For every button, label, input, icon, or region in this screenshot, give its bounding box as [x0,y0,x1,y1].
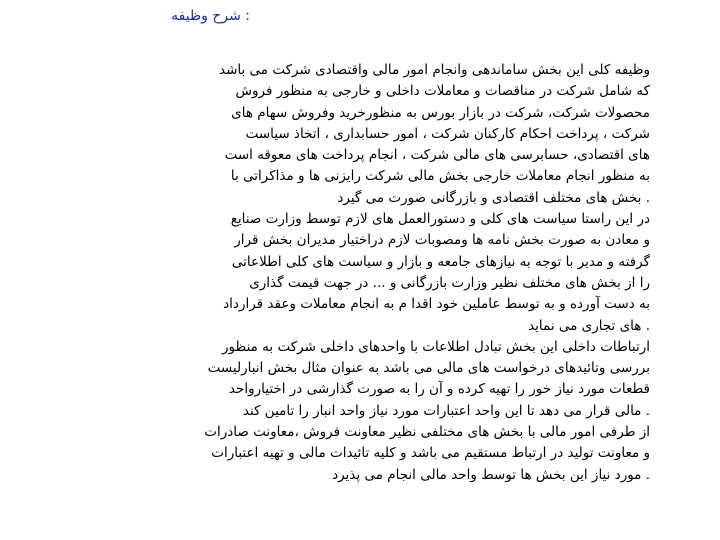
text-line: به منظور انجام معاملات خارجی بخش مالی شرکت رایزنی ها و مذاکراتی با [230,168,650,185]
text-line: در این راستا سیاست های کلی و دستورالعمل های لازم توسط وزارت صنایع [230,211,650,228]
text-line: . مورد نیاز این بخش ها توسط واحد مالی انجام می پذیرد [332,466,650,483]
text-line: را از بخش های مختلف نظیر وزارت بازرگانی و ... در جهت قیمت گذاری [249,274,650,291]
text-line: که شامل شرکت در مناقصات و معاملات داخلی و خارجی به منظور فروش [235,83,650,100]
text-line: به دست آورده و به توسط عاملین خود اقدا م به انجام معاملات وعقد قرارداد [223,296,650,313]
text-line: . مالی قرار می دهد تا این واحد اعتبارات مورد نیاز واحد انبار را تامین کند [242,402,650,419]
text-line: گرفته و مدیر با توجه به نیازهای جامعه و بازار و سیاست های کلی اطلاعاتی [231,253,650,270]
text-line: . بخش های مختلف اقتصادی و بازرگانی صورت می گیرد [337,189,650,206]
document-body [90,60,650,486]
text-line: و معاونت تولید در ارتباط مستقیم می باشد و کلیه تائیدات مالی و تهیه اعتبارات [211,445,650,462]
page-title: : شرح وظیفه [171,8,250,24]
text-line: محصولات شرکت، شرکت در بازار بورس به منظورخرید وفروش سهام های [231,104,650,121]
text-line: های اقتصادی، حسابرسی های مالی شرکت ، انجام پرداخت های معوقه است [224,147,650,164]
text-line: از طرفی امور مالی با بخش های مختلفی نظیر معاونت فروش ،معاونت صادرات [204,424,650,441]
text-line: . های تجاری می نماید [528,317,650,334]
text-line: شرکت ، پرداخت احکام کارکنان شرکت ، امور حسابداری ، اتخاذ سیاست [245,125,650,142]
text-line: و معادن به صورت بخش نامه ها ومصوبات لازم دراختیار مدیران بخش قرار [234,232,650,249]
text-line: وظیفه کلی این بخش ساماندهی وانجام امور مالی واقتصادی شرکت می باشد [219,62,650,78]
text-line: ارتباطات داخلی این بخش تبادل اطلاعات با واحدهای داخلی شرکت به منظور [222,338,650,355]
text-line: بررسی وتائیدهای درخواست های مالی می باشد به عنوان مثال بخش انبارلیست [207,360,650,377]
text-line: قطعات مورد نیاز خور را تهیه کرده و آن را به صورت گذارشی در اختیارواحد [228,381,650,398]
